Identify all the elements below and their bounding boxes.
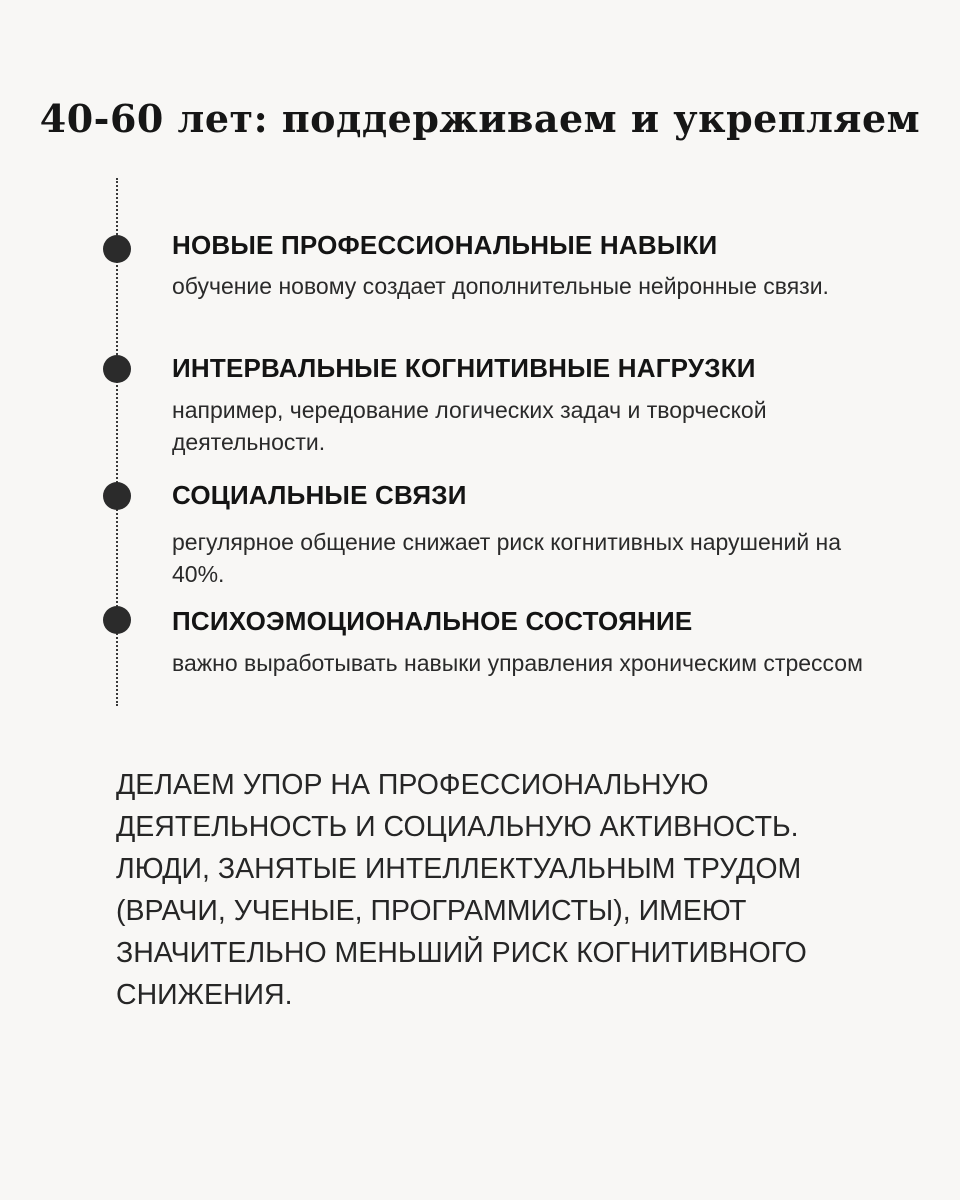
summary-text: ДЕЛАЕМ УПОР НА ПРОФЕССИОНАЛЬНУЮ ДЕЯТЕЛЬНОСТЬ И СОЦИАЛЬНУЮ АКТИВНОСТЬ. ЛЮДИ, ЗАНЯТЫЕ ИНТЕЛЛЕКТУАЛЬНЫМ ТРУДОМ (ВРАЧИ, УЧЕНЫЕ, ПРОГРАММИСТЫ), ИМЕЮТ ЗНАЧИТЕЛЬНО МЕНЬШИЙ РИСК КОГНИТИВНОГО СНИЖЕНИЯ. [116, 769, 807, 1011]
timeline-bullet-icon [103, 482, 131, 510]
timeline-bullet-icon [103, 355, 131, 383]
timeline-bullet-icon [103, 235, 131, 263]
item-heading: ИНТЕРВАЛЬНЫЕ КОГНИТИВНЫЕ НАГРУЗКИ [172, 353, 756, 383]
item-heading: ПСИХОЭМОЦИОНАЛЬНОЕ СОСТОЯНИЕ [172, 606, 693, 636]
item-description: регулярное общение снижает риск когнитивных нарушений на 40%. [172, 529, 842, 587]
item-heading: НОВЫЕ ПРОФЕССИОНАЛЬНЫЕ НАВЫКИ [172, 230, 718, 260]
item-description: важно выработывать навыки управления хроническим стрессом [172, 650, 863, 676]
item-description: например, чередование логических задач и творческой деятельности. [172, 397, 767, 455]
item-description: обучение новому создает дополнительные нейронные связи. [172, 273, 829, 299]
timeline-bullet-icon [103, 606, 131, 634]
item-heading: СОЦИАЛЬНЫЕ СВЯЗИ [172, 480, 467, 510]
page-title: 40-60 лет: поддерживаем и укрепляем [39, 96, 921, 141]
